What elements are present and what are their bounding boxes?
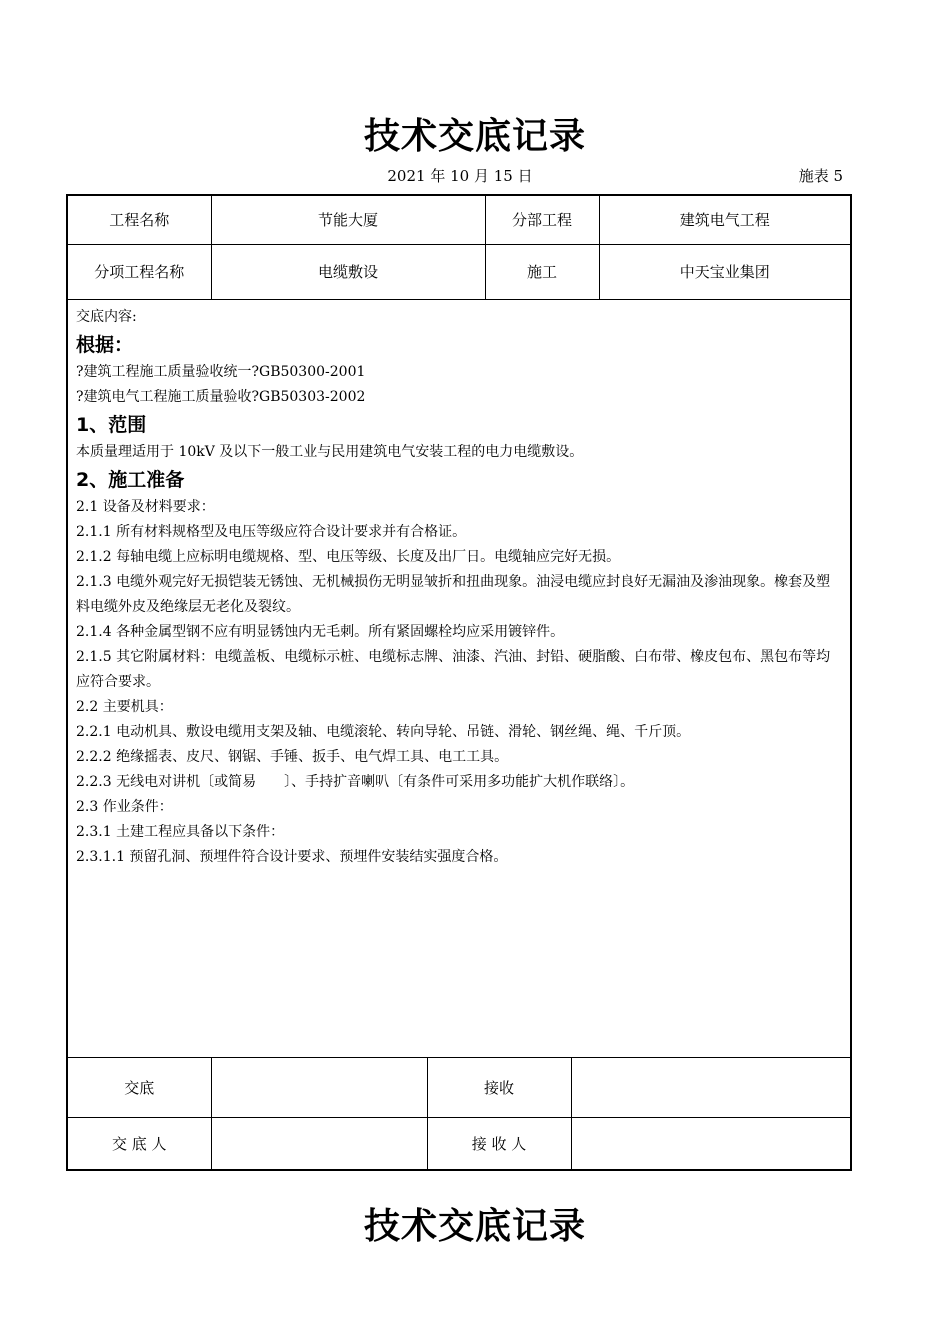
division-label: 分部工程 bbox=[485, 196, 599, 244]
content-line: ?建筑电气工程施工质量验收?GB50303-2002 bbox=[76, 389, 366, 405]
content-line: 2、施工准备 bbox=[76, 469, 185, 491]
next-page-title: 技术交底记录 bbox=[363, 1206, 586, 1247]
content-line: 2.1.3 电缆外观完好无损铠装无锈蚀、无机械损伤无明显皱折和扭曲现象。油浸电缆应封良好无漏油及渗油现象。橡套及塑料电缆外皮及绝缘层无老化及裂纹。 bbox=[76, 574, 831, 615]
receiver-value[interactable] bbox=[571, 1118, 850, 1170]
content-line: 2.2.2 绝缘摇表、皮尺、钢锯、手锤、扳手、电气焊工具、电工工具。 bbox=[76, 749, 509, 765]
document-date: 2021 年 10 月 15 日 bbox=[387, 167, 533, 185]
content-line: 2.2 主要机具： bbox=[76, 699, 173, 715]
content-line: 2.3.1.1 预留孔洞、预埋件符合设计要求、预埋件安装结实强度合格。 bbox=[76, 849, 508, 865]
content-line: 2.1.2 每轴电缆上应标明电缆规格、型、电压等级、长度及出厂日。电缆轴应完好无损。 bbox=[76, 549, 621, 565]
content-line: 1、范围 bbox=[76, 414, 147, 436]
record-sheet bbox=[66, 194, 852, 1171]
contractor-label: 施工 bbox=[485, 244, 599, 299]
content-line: 2.1.5 其它附属材料：电缆盖板、电缆标示桩、电缆标志牌、油漆、汽油、封铅、硬脂酸、白布带、橡皮包布、黑包布等均应符合要求。 bbox=[76, 649, 831, 690]
handover-value[interactable] bbox=[211, 1058, 427, 1118]
handover-person-label: 交 底 人 bbox=[68, 1118, 211, 1170]
project-name-label: 工程名称 bbox=[68, 196, 211, 244]
receive-label: 接收 bbox=[427, 1058, 571, 1118]
content-line: 2.3.1 土建工程应具备以下条件： bbox=[76, 824, 285, 840]
form-number: 施表 5 bbox=[798, 167, 843, 185]
disclosure-content[interactable] bbox=[68, 299, 850, 1057]
content-line: 2.3 作业条件： bbox=[76, 799, 173, 815]
header-grid bbox=[68, 196, 850, 300]
project-name-value[interactable]: 节能大厦 bbox=[211, 196, 485, 244]
receive-value[interactable] bbox=[571, 1058, 850, 1118]
subitem-value[interactable]: 电缆敷设 bbox=[211, 244, 485, 299]
content-line: 根据： bbox=[76, 334, 134, 356]
content-line: 2.1.1 所有材料规格型及电压等级应符合设计要求并有合格证。 bbox=[76, 524, 467, 540]
contractor-value[interactable]: 中天宝业集团 bbox=[599, 244, 850, 299]
document-title: 技术交底记录 bbox=[363, 116, 586, 157]
content-line: 2.2.1 电动机具、敷设电缆用支架及轴、电缆滚轮、转向导轮、吊链、滑轮、钢丝绳、绳、千斤顶。 bbox=[76, 724, 691, 740]
receiver-label: 接 收 人 bbox=[427, 1118, 571, 1170]
subitem-label: 分项工程名称 bbox=[68, 244, 211, 299]
handover-label: 交底 bbox=[68, 1058, 211, 1118]
content-line: 2.1.4 各种金属型钢不应有明显锈蚀内无毛刺。所有紧固螺栓均应采用镀锌件。 bbox=[76, 624, 565, 640]
content-line: 交底内容: bbox=[76, 309, 137, 325]
handover-person-value[interactable] bbox=[211, 1118, 427, 1170]
signature-grid bbox=[68, 1057, 850, 1170]
content-line: ?建筑工程施工质量验收统一?GB50300-2001 bbox=[76, 364, 366, 380]
content-line: 2.2.3 无线电对讲机〔或简易 〕、手持扩音喇叭〔有条件可采用多功能扩大机作联络〕。 bbox=[76, 774, 635, 790]
content-line: 本质量理适用于 10kV 及以下一般工业与民用建筑电气安装工程的电力电缆敷设。 bbox=[76, 444, 584, 460]
content-line: 2.1 设备及材料要求： bbox=[76, 499, 215, 515]
division-value[interactable]: 建筑电气工程 bbox=[599, 196, 850, 244]
